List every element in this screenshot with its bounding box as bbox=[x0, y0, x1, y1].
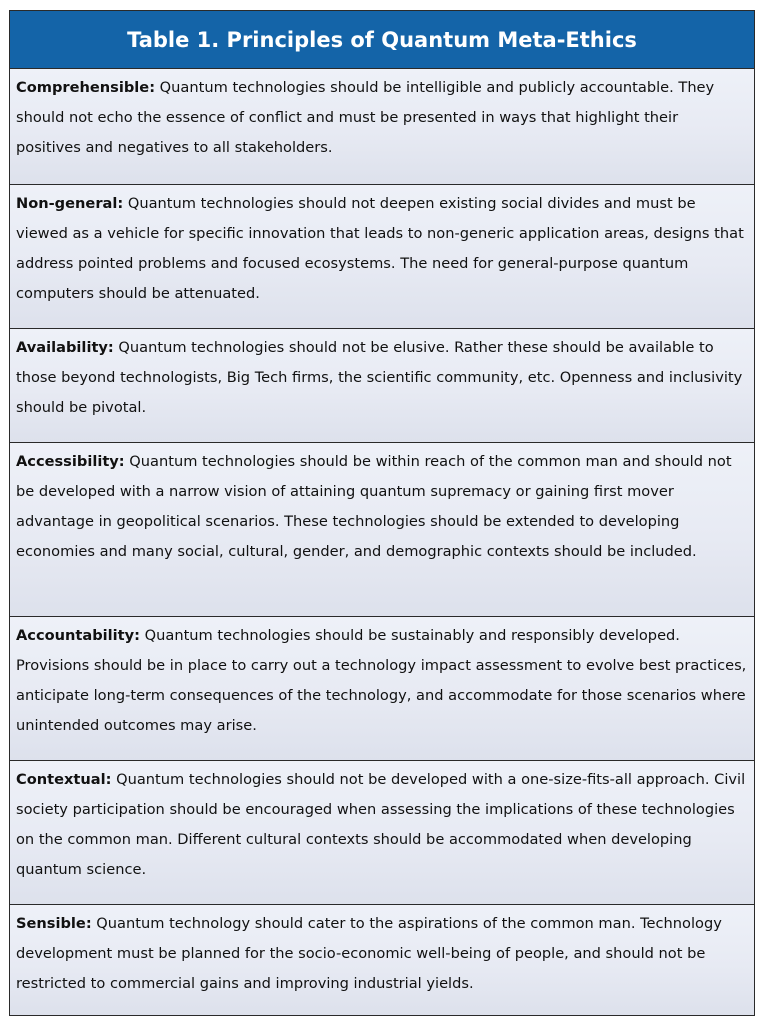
table-row-non-general bbox=[10, 185, 754, 329]
row-term: Accountability: bbox=[16, 627, 141, 644]
row-description: Quantum technologies should not be developed with a one-size-fits-all approach. Civil society participation should be encouraged when assessing the implications of these technologies on the common man. Different cultural contexts should be accommodated when developing quantum science. bbox=[16, 771, 746, 878]
row-description: Quantum technologies should be sustainably and responsibly developed. Provisions should be in place to carry out a technology impact assessment to evolve best practices, anticipate long-term consequences of the technology, and accommodate for those scenarios where unintended outcomes may arise. bbox=[16, 627, 747, 734]
row-description: Quantum technologies should not deepen existing social divides and must be viewed as a vehicle for specific innovation that leads to non-generic application areas, designs that address pointed problems and focused ecosystems. The need for general-purpose quantum computers should be attenuated. bbox=[16, 195, 744, 302]
row-term: Accessibility: bbox=[16, 453, 125, 470]
row-description: Quantum technology should cater to the aspirations of the common man. Technology development must be planned for the socio-economic well-being of people, and should not be restricted to commercial gains and improving industrial yields. bbox=[16, 915, 722, 992]
row-description: Quantum technologies should be intelligible and publicly accountable. They should not echo the essence of conflict and must be presented in ways that highlight their positives and negatives to all stakeholders. bbox=[16, 79, 715, 156]
row-term: Non-general: bbox=[16, 195, 124, 212]
row-term: Sensible: bbox=[16, 915, 92, 932]
row-term: Contextual: bbox=[16, 771, 112, 788]
principles-table bbox=[9, 10, 755, 1016]
row-description: Quantum technologies should be within reach of the common man and should not be developed with a narrow vision of attaining quantum supremacy or gaining first mover advantage in geopolitical scenarios. These technologies should be extended to developing economies and many social, cultural, gender, and demographic contexts should be included. bbox=[16, 453, 732, 560]
row-description: Quantum technologies should not be elusive. Rather these should be available to those beyond technologists, Big Tech firms, the scientific community, etc. Openness and inclusivity should be pivotal. bbox=[16, 339, 743, 416]
row-term: Availability: bbox=[16, 339, 114, 356]
table-row-contextual bbox=[10, 761, 754, 905]
table-title: Table 1. Principles of Quantum Meta-Ethics bbox=[10, 11, 754, 69]
table-row-comprehensible bbox=[10, 69, 754, 185]
table-row-sensible bbox=[10, 905, 754, 1015]
row-term: Comprehensible: bbox=[16, 79, 156, 96]
table-row-accountability bbox=[10, 617, 754, 761]
table-row-availability bbox=[10, 329, 754, 443]
table-row-accessibility bbox=[10, 443, 754, 617]
